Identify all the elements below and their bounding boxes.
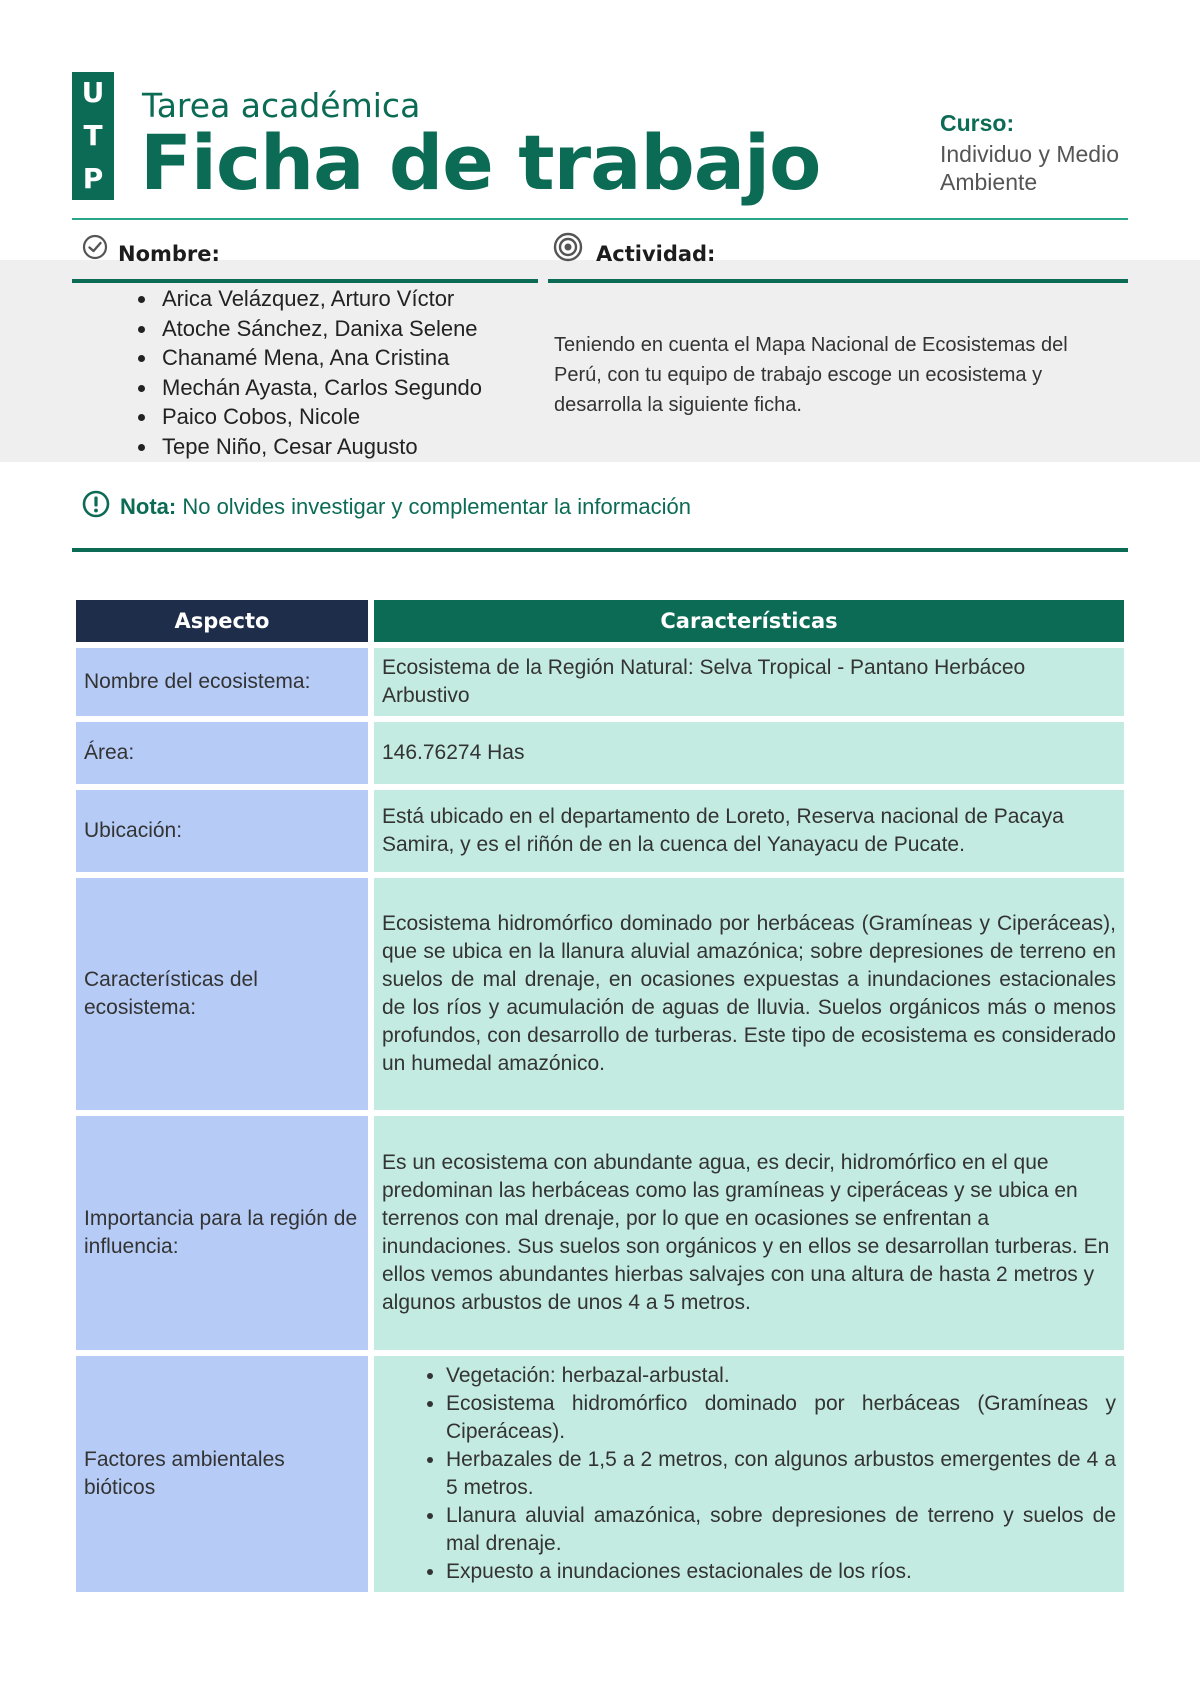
table-row [76,648,1124,716]
actividad-divider [548,279,1128,283]
value-cell: Está ubicado en el departamento de Loreto, Reserva nacional de Pacaya Samira, y es el riñón de en la cuenca del Yanayacu de Pucate. [374,790,1124,872]
value-cell: Ecosistema de la Región Natural: Selva Tropical - Pantano Herbáceo Arbustivo [374,648,1124,716]
aspect-cell: Importancia para la región de influencia: [76,1116,368,1350]
list-item: • Atoche Sánchez, Danixa Selene [158,314,482,344]
aspect-cell: Área: [76,722,368,784]
nota-label: Nota: [120,494,177,519]
value-cell [374,1356,1124,1592]
aspect-cell: Nombre del ecosistema: [76,648,368,716]
biotic-factor-list [382,1362,1116,1586]
list-item: • Tepe Niño, Cesar Augusto [158,432,482,462]
table-row [76,790,1124,872]
table-row [76,878,1124,1110]
nombre-divider [72,279,538,283]
aspect-cell: Factores ambientales bióticos [76,1356,368,1592]
curso-value: Individuo y Medio Ambiente [940,141,1119,195]
nota-text: No olvides investigar y complementar la información [176,494,691,519]
nombre-label: Nombre: [118,242,220,266]
list-item: • Chanamé Mena, Ana Cristina [158,343,482,373]
table-header-row [76,600,1124,642]
list-item: • Mechán Ayasta, Carlos Segundo [158,373,482,403]
nota-divider [72,548,1128,552]
logo-letter: T [83,118,103,152]
column-header-caracteristicas: Características [374,600,1124,642]
value-cell: Ecosistema hidromórfico dominado por herbáceas (Gramíneas y Ciperáceas), que se ubica en la llanura aluvial amazónica; sobre depresiones de terreno en suelos de mal drenaje, en ocasiones expuestas a inundaciones estacionales de los ríos y acumulación de aguas de lluvia. Suelos orgánicos más o menos profundos, con desarrollo de turberas. Este tipo de ecosistema es considerado un humedal amazónico. [374,878,1124,1110]
header-divider [72,218,1128,220]
nota-line [120,494,691,520]
logo-letter: P [82,161,104,195]
value-cell: 146.76274 Has [374,722,1124,784]
list-item: • Expuesto a inundaciones estacionales de los ríos. [446,1558,1116,1586]
value-cell: Es un ecosistema con abundante agua, es decir, hidromórfico en el que predominan las herbáceas como las gramíneas y ciperáceas y se ubica en terrenos con mal drenaje, por lo que en ocasiones se enfrentan a inundaciones. Sus suelos son orgánicos y en ellos se desarrollan turberas. En ellos vemos abundantes hierbas salvajes con una altura de hasta 2 metros y algunos arbustos de unos 4 a 5 metros. [374,1116,1124,1350]
member-list [118,284,482,462]
list-item: • Ecosistema hidromórfico dominado por herbáceas (Gramíneas y Ciperáceas). [446,1390,1116,1446]
target-icon [553,232,583,262]
aspect-cell: Características del ecosistema: [76,878,368,1110]
activity-text: Teniendo en cuenta el Mapa Nacional de Ecosistemas del Perú, con tu equipo de trabajo escoge un ecosistema y desarrolla la siguiente ficha. [554,334,1068,416]
list-item: • Arica Velázquez, Arturo Víctor [158,284,482,314]
list-item: • Paico Cobos, Nicole [158,402,482,432]
exclamation-circle-icon [82,490,110,518]
curso-label: Curso: [940,110,1015,136]
list-item: • Vegetación: herbazal-arbustal. [446,1362,1116,1390]
table-row [76,722,1124,784]
actividad-label: Actividad: [596,242,716,266]
table-row [76,1116,1124,1350]
list-item: • Herbazales de 1,5 a 2 metros, con algunos arbustos emergentes de 4 a 5 metros. [446,1446,1116,1502]
check-circle-icon [82,234,108,260]
logo-letter: U [81,76,105,110]
utp-logo [72,72,114,200]
column-header-aspecto: Aspecto [76,600,368,642]
document-subtitle: Tarea académica [142,86,421,125]
table-row [76,1356,1124,1592]
ecosystem-table [76,600,1124,1592]
aspect-cell: Ubicación: [76,790,368,872]
list-item: • Llanura aluvial amazónica, sobre depresiones de terreno y suelos de mal drenaje. [446,1502,1116,1558]
document-title: Ficha de trabajo [140,118,821,207]
